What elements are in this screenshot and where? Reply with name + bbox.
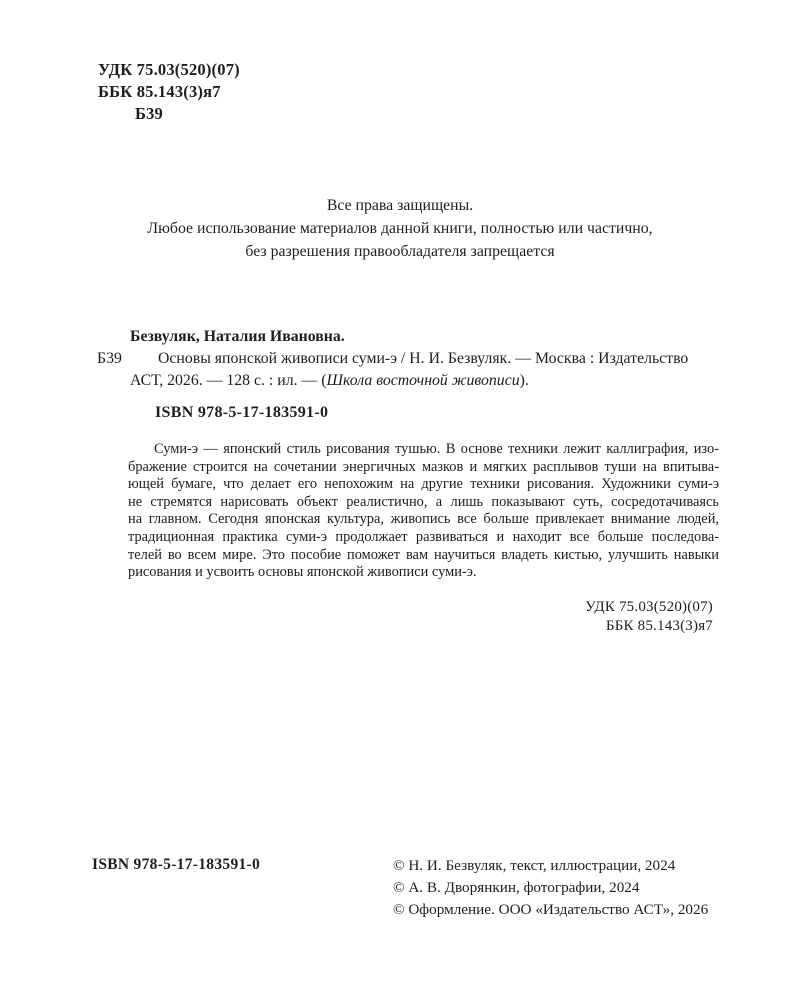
copyright-line: © Н. И. Безвуляк, текст, иллюстрации, 2024 xyxy=(393,857,676,874)
copyright-line: © А. В. Дворянкин, фотографии, 2024 xyxy=(393,879,640,896)
udk-code-right: УДК 75.03(520)(07) xyxy=(585,599,713,615)
rights-notice-line: Все права защищены. xyxy=(326,197,474,214)
rights-notice xyxy=(0,194,800,263)
annotation-line: телей во всем мире. Это пособие поможет вам научиться владеть кистью, улучшить навыки xyxy=(128,546,719,563)
catalog-title-statement: Основы японской живописи суми-э / Н. И. Безвуляк. — Москва : Издательство xyxy=(158,350,689,367)
bbk-code: ББК 85.143(3)я7 xyxy=(98,82,221,101)
catalog-imprint: АСТ, 2026. — 128 с. : ил. — ( xyxy=(130,372,327,389)
bbk-code-right: ББК 85.143(3)я7 xyxy=(605,617,713,634)
annotation-line: Суми-э — японский стиль рисования тушью. В основе техники лежит каллиграфия, изо- xyxy=(154,441,719,457)
catalog-code: Б39 xyxy=(97,350,122,367)
copyright-block xyxy=(393,855,708,921)
annotation-line: ющей бумаге, что делает его непохожим на другие техники рисования. Художники суми-э xyxy=(128,476,719,493)
catalog-author: Безвуляк, Наталия Ивановна. xyxy=(130,328,345,345)
annotation-line: рисования и усвоить основы японской живописи суми-э. xyxy=(128,564,477,581)
annotation-paragraph xyxy=(128,441,719,582)
annotation-line: бражение строится на сочетании энергичных мазков и мягких расплывов туши на впитыва- xyxy=(128,458,719,475)
catalog-record xyxy=(0,326,800,392)
rights-notice-line: Любое использование материалов данной книги, полностью или частично, xyxy=(147,220,653,237)
classification-top-block xyxy=(98,59,240,125)
annotation-line: традиционная практика суми-э продолжает развиваться и находит все больше последова- xyxy=(128,528,719,545)
annotation-line: на главном. Сегодня японская культура, живопись все больше привлекает внимание людей, xyxy=(128,511,719,528)
isbn-center: ISBN 978-5-17-183591-0 xyxy=(155,404,329,421)
classification-right-block xyxy=(585,598,713,635)
annotation-line: не стремятся нарисовать объект реалистично, а лишь показывают суть, сосредотачиваясь xyxy=(128,493,719,510)
udk-code: УДК 75.03(520)(07) xyxy=(98,60,240,79)
author-sign-code: Б39 xyxy=(135,104,164,123)
copyright-line: © Оформление. ООО «Издательство АСТ», 2026 xyxy=(393,901,709,918)
catalog-imprint-end: ). xyxy=(519,372,529,389)
catalog-entry-line2 xyxy=(0,370,800,392)
rights-notice-line: без разрешения правообладателя запрещается xyxy=(245,243,555,260)
catalog-series-title: Школа восточной живописи xyxy=(326,372,520,389)
catalog-entry-line1 xyxy=(0,348,800,370)
isbn-footer: ISBN 978-5-17-183591-0 xyxy=(92,856,261,873)
